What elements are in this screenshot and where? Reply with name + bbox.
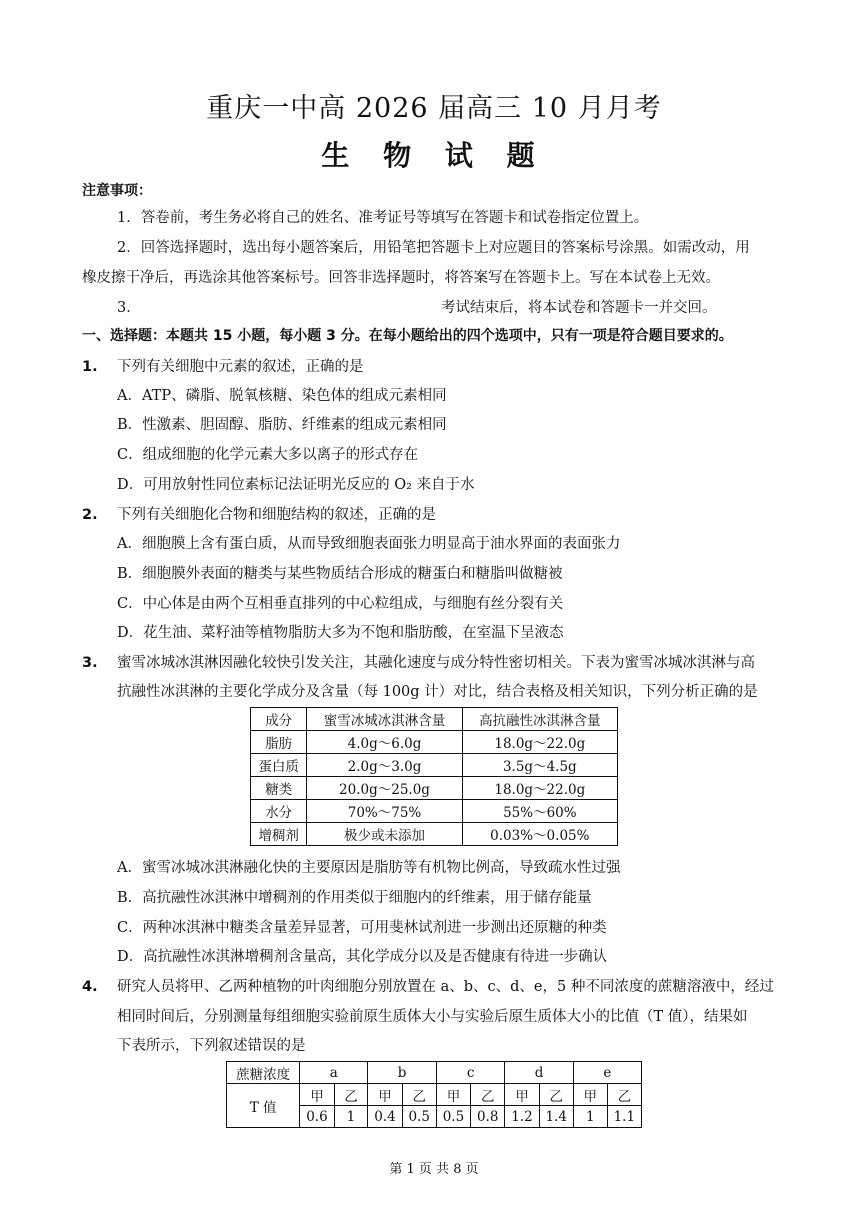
table-cell: 1 <box>334 1106 368 1128</box>
table-cell: 乙 <box>402 1084 436 1106</box>
table-cell: 0.5 <box>436 1106 470 1128</box>
table-cell: 1.1 <box>607 1106 641 1128</box>
table-cell: 0.8 <box>471 1106 505 1128</box>
table-header: a <box>300 1062 368 1084</box>
table-header: d <box>505 1062 574 1084</box>
note-item: 3． <box>117 300 141 316</box>
table-cell: 脂肪 <box>251 731 307 754</box>
table-header-row <box>227 1062 642 1084</box>
table-cell: 0.03%～0.05% <box>462 823 617 846</box>
option: A．细胞膜上含有蛋白质，从而导致细胞表面张力明显高于油水界面的表面张力 <box>117 536 621 552</box>
question-stem: 相同时间后，分别测量每组细胞实验前原生质体大小与实验后原生质体大小的比值（T 值），结果如 <box>117 1009 748 1025</box>
question-stem: 下列有关细胞中元素的叙述，正确的是 <box>117 359 364 375</box>
option: B．高抗融性冰淇淋中增稠剂的作用类似于细胞内的纤维素，用于储存能量 <box>117 890 592 906</box>
table-row <box>251 754 618 777</box>
table-header-row <box>251 708 618 731</box>
table-row <box>251 823 618 846</box>
note-item: 2．回答选择题时，选出每小题答案后，用铅笔把答题卡上对应题目的答案标号涂黑。如需改动，用 <box>117 240 750 256</box>
table-cell: 极少或未添加 <box>307 823 462 846</box>
table-cell: 1.4 <box>539 1106 573 1128</box>
question-number: 2. <box>82 507 98 523</box>
ice-cream-table <box>250 707 618 846</box>
table-row <box>251 800 618 823</box>
table-cell: 乙 <box>607 1084 641 1106</box>
table-cell: 0.5 <box>402 1106 436 1128</box>
table-cell: 18.0g～22.0g <box>462 731 617 754</box>
question-number: 4. <box>82 979 98 995</box>
table-cell: 20.0g～25.0g <box>307 777 462 800</box>
table-cell: 糖类 <box>251 777 307 800</box>
option: D．高抗融性冰淇淋增稠剂含量高，其化学成分以及是否健康有待进一步确认 <box>117 949 608 965</box>
section-heading: 一、选择题：本题共 15 小题，每小题 3 分。在每小题给出的四个选项中，只有一项是符合题目要求的。 <box>82 328 733 344</box>
notes-heading: 注意事项： <box>82 183 152 199</box>
table-cell: 0.4 <box>368 1106 402 1128</box>
table-cell: 乙 <box>471 1084 505 1106</box>
table-cell: 3.5g～4.5g <box>462 754 617 777</box>
table-header: c <box>436 1062 505 1084</box>
option: B．性激素、胆固醇、脂肪、纤维素的组成元素相同 <box>117 417 447 433</box>
option: C．组成细胞的化学元素大多以离子的形式存在 <box>117 447 419 463</box>
question-stem: 下表所示，下列叙述错误的是 <box>117 1038 306 1054</box>
table-header: 高抗融性冰淇淋含量 <box>462 708 617 731</box>
table-header: 成分 <box>251 708 307 731</box>
option: A．蜜雪冰城冰淇淋融化快的主要原因是脂肪等有机物比例高，导致疏水性过强 <box>117 860 621 876</box>
option: B．细胞膜外表面的糖类与某些物质结合形成的糖蛋白和糖脂叫做糖被 <box>117 566 563 582</box>
table-cell: 甲 <box>436 1084 470 1106</box>
question-stem: 蜜雪冰城冰淇淋因融化较快引发关注，其融化速度与成分特性密切相关。下表为蜜雪冰城冰淇淋与高 <box>117 655 755 671</box>
question-stem: 下列有关细胞化合物和细胞结构的叙述，正确的是 <box>117 507 436 523</box>
table-cell: 甲 <box>573 1084 607 1106</box>
table-row <box>251 777 618 800</box>
table-cell: 乙 <box>334 1084 368 1106</box>
table-cell: 4.0g～6.0g <box>307 731 462 754</box>
question-number: 1. <box>82 359 98 375</box>
table-row <box>227 1084 642 1106</box>
t-value-table <box>226 1061 642 1128</box>
table-cell: 水分 <box>251 800 307 823</box>
table-cell: 18.0g～22.0g <box>462 777 617 800</box>
table-header: 蔗糖浓度 <box>227 1062 300 1084</box>
table-cell: 1 <box>573 1106 607 1128</box>
table-cell: 甲 <box>368 1084 402 1106</box>
note-item: 橡皮擦干净后，再选涂其他答案标号。回答非选择题时，将答案写在答题卡上。写在本试卷上无效。 <box>82 270 720 286</box>
subject-title: 生 物 试 题 <box>321 139 547 172</box>
table-cell: 甲 <box>505 1084 539 1106</box>
table-header: e <box>573 1062 641 1084</box>
table-cell: 甲 <box>300 1084 334 1106</box>
option: C．中心体是由两个互相垂直排列的中心粒组成，与细胞有丝分裂有关 <box>117 596 564 612</box>
option: A．ATP、磷脂、脱氧核糖、染色体的组成元素相同 <box>117 388 447 404</box>
page-footer: 第 1 页 共 8 页 <box>389 1162 479 1177</box>
table-row-label: T 值 <box>227 1084 300 1128</box>
table-cell: 0.6 <box>300 1106 334 1128</box>
option: C．两种冰淇淋中糖类含量差异显著，可用斐林试剂进一步测出还原糖的种类 <box>117 920 607 936</box>
table-cell: 乙 <box>539 1084 573 1106</box>
question-stem: 抗融性冰淇淋的主要化学成分及含量（每 100g 计）对比，结合表格及相关知识，下列分析正确的是 <box>117 684 758 700</box>
question-number: 3. <box>82 655 98 671</box>
question-stem: 研究人员将甲、乙两种植物的叶肉细胞分别放置在 a、b、c、d、e，5 种不同浓度的蔗糖溶液中，经过 <box>117 979 774 995</box>
note-item: 1．答卷前，考生务必将自己的姓名、准考证号等填写在答题卡和试卷指定位置上。 <box>117 210 649 226</box>
note-item: 考试结束后，将本试卷和答题卡一并交回。 <box>441 300 717 316</box>
table-cell: 2.0g～3.0g <box>307 754 462 777</box>
option: D．可用放射性同位素标记法证明光反应的 O₂ 来自于水 <box>117 477 475 493</box>
table-row <box>251 731 618 754</box>
table-cell: 增稠剂 <box>251 823 307 846</box>
table-header: 蜜雪冰城冰淇淋含量 <box>307 708 462 731</box>
table-cell: 1.2 <box>505 1106 539 1128</box>
exam-title: 重庆一中高 2026 届高三 10 月月考 <box>206 93 662 124</box>
table-cell: 70%～75% <box>307 800 462 823</box>
option: D．花生油、菜籽油等植物脂肪大多为不饱和脂肪酸，在室温下呈液态 <box>117 625 564 641</box>
table-header: b <box>368 1062 437 1084</box>
table-cell: 55%～60% <box>462 800 617 823</box>
table-cell: 蛋白质 <box>251 754 307 777</box>
